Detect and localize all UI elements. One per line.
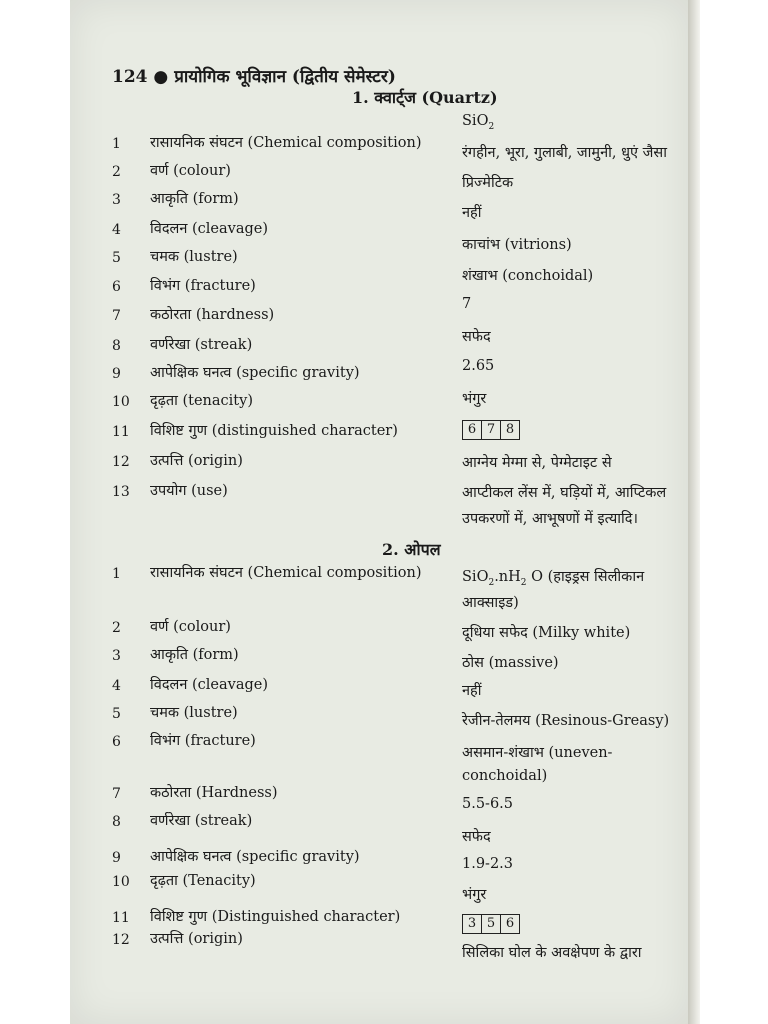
property-label: विदलन (cleavage) <box>150 221 269 237</box>
row-number: 1 <box>112 136 121 152</box>
property-value <box>462 452 612 472</box>
property-value <box>462 234 572 254</box>
value-text: 5.5-6.5 <box>462 796 514 812</box>
property-value <box>462 942 642 962</box>
value-text: असमान-शंखाभ (uneven- <box>462 745 613 761</box>
value-text: भंगुर <box>462 391 487 407</box>
value-text: रंगहीन, भूरा, गुलाबी, जामुनी, धुएं जैसा <box>462 145 667 161</box>
value-text: SiO <box>462 569 489 585</box>
value-text: सिलिका घोल के अवक्षेपण के द्वारा <box>462 945 642 961</box>
row-number: 3 <box>112 192 121 208</box>
property-value <box>462 142 667 162</box>
value-text: 1.9-2.3 <box>462 856 514 872</box>
character-box: 6 <box>505 916 515 931</box>
value-text: प्रिज्मेटिक <box>462 175 514 191</box>
property-value <box>462 914 520 934</box>
property-value <box>462 710 669 730</box>
property-label: आकृति (form) <box>150 647 239 663</box>
row-number: 11 <box>112 910 130 926</box>
property-value <box>462 566 644 588</box>
value-text-rest: .nH <box>494 569 521 585</box>
row-number: 4 <box>112 222 121 238</box>
property-label: वर्ण (colour) <box>150 619 231 635</box>
value-text: भंगुर <box>462 887 487 903</box>
row-number: 6 <box>112 734 121 750</box>
property-label: वर्णरेखा (streak) <box>150 813 253 829</box>
value-text: SiO <box>462 113 489 129</box>
property-value-continued: उपकरणों में, आभूषणों में इत्यादि। <box>462 511 638 527</box>
property-value <box>462 326 491 346</box>
subscript: 2 <box>520 577 527 588</box>
property-label: विशिष्ट गुण (distinguished character) <box>150 423 398 439</box>
property-value <box>462 622 630 642</box>
row-number: 11 <box>112 424 130 440</box>
property-value <box>462 796 513 812</box>
row-number: 8 <box>112 338 121 354</box>
property-value <box>462 172 513 192</box>
property-value <box>462 884 486 904</box>
property-label: उत्पत्ति (origin) <box>150 453 243 469</box>
book-title: प्रायोगिक भूविज्ञान (द्वितीय सेमेस्टर) <box>174 67 396 87</box>
row-number: 12 <box>112 454 130 470</box>
row-number: 10 <box>112 394 130 410</box>
value-text: नहीं <box>462 205 482 221</box>
row-number: 3 <box>112 648 121 664</box>
property-label: वर्ण (colour) <box>150 163 231 179</box>
property-label: कठोरता (hardness) <box>150 307 275 323</box>
property-label: दृढ़ता (tenacity) <box>150 393 253 409</box>
property-label: आपेक्षिक घनत्व (specific gravity) <box>150 365 360 381</box>
property-value <box>462 202 482 222</box>
property-label: रासायनिक संघटन (Chemical composition) <box>150 565 422 581</box>
row-number: 8 <box>112 814 121 830</box>
subscript: 2 <box>488 121 495 132</box>
property-label: विशिष्ट गुण (Distinguished character) <box>150 909 401 925</box>
property-value-continued: आक्साइड) <box>462 595 519 611</box>
row-number: 2 <box>112 620 121 636</box>
property-value <box>462 420 520 440</box>
value-text: ठोस (massive) <box>462 655 559 671</box>
property-value <box>462 742 612 762</box>
row-number: 5 <box>112 706 121 722</box>
property-label: रासायनिक संघटन (Chemical composition) <box>150 135 422 151</box>
row-number: 7 <box>112 786 121 802</box>
property-value <box>462 388 486 408</box>
header-bullet: ● <box>153 67 169 87</box>
property-label: चमक (lustre) <box>150 249 238 265</box>
property-value <box>462 113 494 132</box>
page-number: 124 <box>112 67 148 87</box>
property-label: उत्पत्ति (origin) <box>150 931 243 947</box>
row-number: 9 <box>112 366 121 382</box>
property-label: विदलन (cleavage) <box>150 677 269 693</box>
value-text: शंखाभ (conchoidal) <box>462 268 594 284</box>
value-text: आग्नेय मेग्मा से, पेग्मेटाइट से <box>462 455 612 471</box>
row-number: 4 <box>112 678 121 694</box>
value-text: 2.65 <box>462 358 495 374</box>
property-value <box>462 265 593 285</box>
property-label: कठोरता (Hardness) <box>150 785 278 801</box>
character-box: 3 <box>463 915 482 933</box>
row-number: 1 <box>112 566 121 582</box>
page-edge <box>688 0 700 1024</box>
property-label: उपयोग (use) <box>150 483 228 499</box>
character-box: 6 <box>463 421 482 439</box>
value-text: नहीं <box>462 683 482 699</box>
property-value <box>462 652 559 672</box>
subscript: 2 <box>488 577 495 588</box>
character-box: 7 <box>482 421 501 439</box>
property-value <box>462 482 666 502</box>
property-label: विभंग (fracture) <box>150 278 256 294</box>
property-value-continued: conchoidal) <box>462 768 548 784</box>
character-box: 5 <box>482 915 501 933</box>
page-header <box>112 64 396 87</box>
property-label: चमक (lustre) <box>150 705 238 721</box>
value-text-end: O (हाइड्रस सिलीकान <box>531 569 645 585</box>
value-text: रेजीन-तेलमय (Resinous-Greasy) <box>462 713 670 729</box>
row-number: 10 <box>112 874 130 890</box>
character-boxes <box>462 420 520 440</box>
row-number: 13 <box>112 484 130 500</box>
property-value <box>462 856 513 872</box>
row-number: 2 <box>112 164 121 180</box>
row-number: 6 <box>112 279 121 295</box>
value-text: सफेद <box>462 329 491 345</box>
property-value <box>462 680 482 700</box>
row-number: 12 <box>112 932 130 948</box>
property-value <box>462 826 491 846</box>
property-label: वर्णरेखा (streak) <box>150 337 253 353</box>
value-text: आप्टीकल लेंस में, घड़ियों में, आप्टिकल <box>462 485 667 501</box>
property-value <box>462 296 471 312</box>
value-text: दूधिया सफेद (Milky white) <box>462 625 631 641</box>
property-label: दृढ़ता (Tenacity) <box>150 873 256 889</box>
character-box: 8 <box>505 422 515 437</box>
row-number: 5 <box>112 250 121 266</box>
row-number: 7 <box>112 308 121 324</box>
property-label: आपेक्षिक घनत्व (specific gravity) <box>150 849 360 865</box>
section-title-quartz: 1. क्वार्ट्ज (Quartz) <box>352 88 498 107</box>
property-label: विभंग (fracture) <box>150 733 256 749</box>
value-text: काचांभ (vitrions) <box>462 237 572 253</box>
value-text: 7 <box>462 296 472 312</box>
section-title-opal: 2. ओपल <box>382 540 441 559</box>
row-number: 9 <box>112 850 121 866</box>
property-value <box>462 358 494 374</box>
property-label: आकृति (form) <box>150 191 239 207</box>
value-text: सफेद <box>462 829 491 845</box>
character-boxes <box>462 914 520 934</box>
